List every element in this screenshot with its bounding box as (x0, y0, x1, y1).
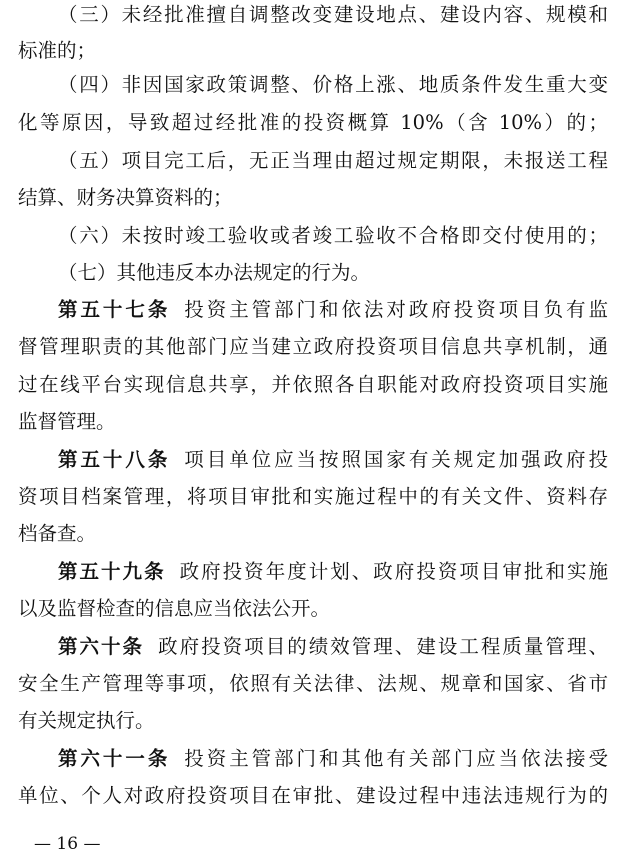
line-text: （六）未按时竣工验收或者竣工验收不合格即交付使用的； (58, 224, 608, 247)
text-line (58, 70, 608, 100)
line-text: 政府投资年度计划、政府投资项目审批和实施 (179, 560, 608, 583)
line-text: 项目单位应当按照国家有关规定加强政府投 (184, 448, 608, 471)
text-line (18, 669, 608, 699)
line-text: 化等原因，导致超过经批准的投资概算 10%（含 10%）的； (18, 111, 608, 134)
line-text: （五）项目完工后，无正当理由超过规定期限，未报送工程 (58, 149, 608, 172)
line-text: 档备查。 (18, 522, 97, 545)
page-number: — 16 — (34, 834, 101, 854)
text-line (18, 332, 608, 362)
text-line (58, 0, 608, 30)
text-line (58, 221, 608, 251)
article-line (58, 295, 608, 325)
article-line (58, 445, 608, 475)
text-line (18, 407, 608, 437)
line-text: 有关规定执行。 (18, 709, 155, 732)
line-text: 投资主管部门和依法对政府投资项目负有监 (184, 298, 608, 321)
text-line (58, 258, 608, 288)
article-line (58, 744, 608, 774)
article-heading: 第五十九条 (58, 560, 166, 583)
text-line (58, 146, 608, 176)
line-text: 以及监督检查的信息应当依法公开。 (18, 597, 331, 620)
line-text: 安全生产管理等事项，依照有关法律、法规、规章和国家、省市 (18, 672, 608, 695)
article-heading: 第五十七条 (58, 298, 171, 321)
line-text: 标准的； (18, 39, 97, 62)
article-heading: 第六十条 (58, 635, 145, 658)
text-line (18, 781, 608, 811)
line-text: 投资主管部门和其他有关部门应当依法接受 (184, 747, 608, 770)
line-text: （四）非因国家政策调整、价格上涨、地质条件发生重大变 (58, 73, 608, 96)
line-text: （三）未经批准擅自调整改变建设地点、建设内容、规模和 (58, 3, 608, 26)
line-text: 政府投资项目的绩效管理、建设工程质量管理、 (158, 635, 608, 658)
line-text: 监督管理。 (18, 410, 116, 433)
text-line (18, 183, 608, 213)
line-text: 单位、个人对政府投资项目在审批、建设过程中违法违规行为的 (18, 784, 608, 807)
line-text: 资项目档案管理，将项目审批和实施过程中的有关文件、资料存 (18, 485, 608, 508)
line-text: 督管理职责的其他部门应当建立政府投资项目信息共享机制，通 (18, 335, 608, 358)
text-line (18, 519, 608, 549)
article-line (58, 632, 608, 662)
line-text: 结算、财务决算资料的； (18, 186, 233, 209)
article-heading: 第五十八条 (58, 448, 171, 471)
text-line (18, 108, 608, 138)
line-text: 过在线平台实现信息共享，并依照各自职能对政府投资项目实施 (18, 373, 608, 396)
line-text: （七）其他违反本办法规定的行为。 (58, 261, 371, 284)
text-line (18, 594, 608, 624)
text-line (18, 706, 608, 736)
text-line (18, 36, 608, 66)
text-line (18, 482, 608, 512)
text-line (18, 370, 608, 400)
article-heading: 第六十一条 (58, 747, 171, 770)
article-line (58, 557, 608, 587)
